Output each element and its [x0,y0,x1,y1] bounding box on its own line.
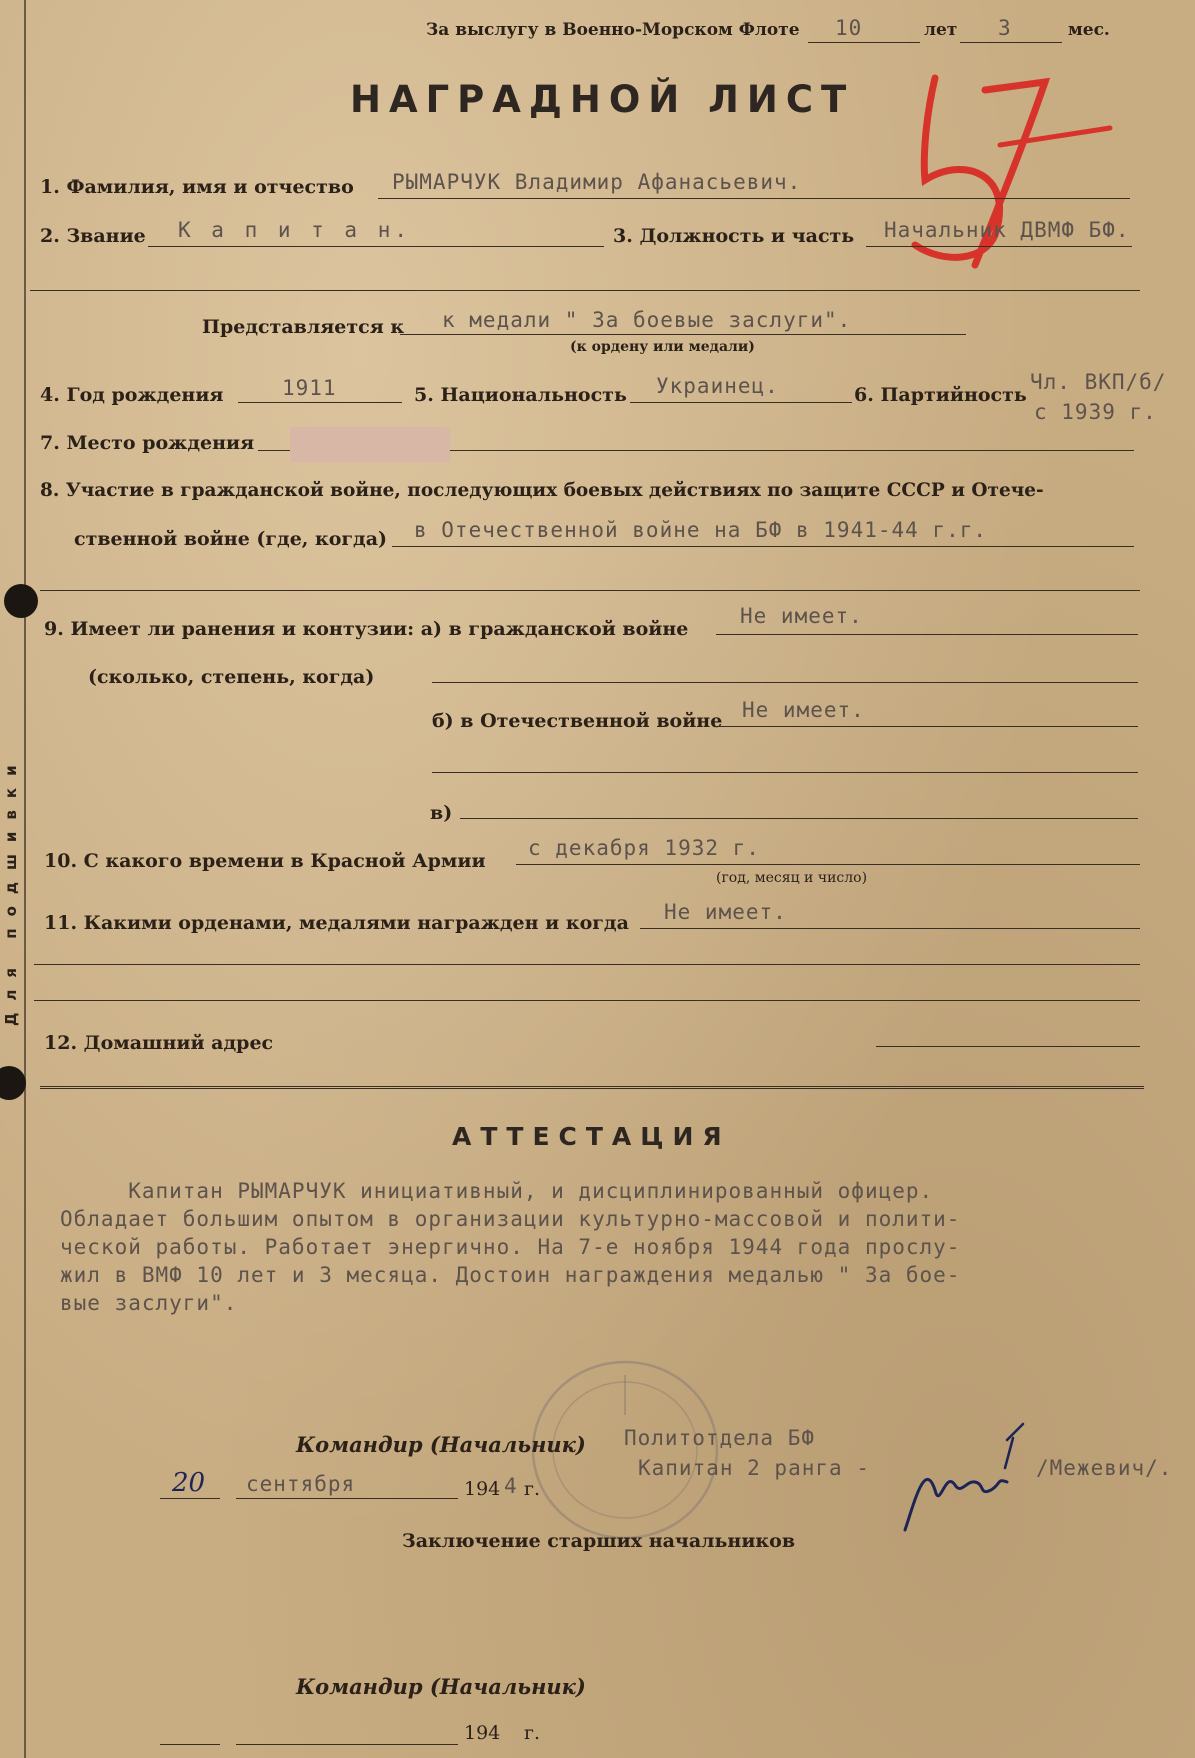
field-9b-extra-line [432,772,1138,773]
field-1-line [378,198,1130,199]
date-year-prefix: 194 [464,1478,501,1500]
service-years-value: 10 [835,16,863,40]
field-4-label: 4. Год рождения [40,384,224,406]
years-label: лет [924,20,958,40]
field-11-label: 11. Какими орденами, медалями награжден и когда [44,912,629,934]
field-10-note: (год, месяц и число) [716,870,868,886]
field-4-value: 1911 [282,376,337,400]
field-9-label: 9. Имеет ли ранения и контузии: а) в гражданской войне [44,618,689,640]
field-9-extra-line [432,682,1138,683]
field-4-line [238,402,402,403]
field-9a-value: Не имеет. [740,604,863,628]
field-3-line [866,246,1132,247]
punch-hole-top [4,584,38,618]
separator-line-3 [34,964,1140,965]
punch-hole-bottom [0,1066,26,1100]
separator-line-4 [34,1000,1140,1001]
date2-year-g: г. [524,1722,540,1744]
service-years-line [808,42,920,43]
date-day-line [160,1498,220,1499]
field-8-label-2: ственной войне (где, когда) [74,528,388,550]
commander-label: Командир (Начальник) [296,1432,586,1457]
date2-day-line [160,1744,220,1745]
field-6-label: 6. Партийность [854,384,1027,406]
field-6-value-1: Чл. ВКП/б/ [1030,370,1167,394]
date-month-line [236,1498,458,1499]
separator-line-1 [30,290,1140,291]
service-months-value: 3 [998,16,1012,40]
field-5-label: 5. Национальность [414,384,627,406]
field-9b-line [714,726,1138,727]
field-12-label: 12. Домашний адрес [44,1032,274,1054]
date2-month-line [236,1744,458,1745]
field-7-label: 7. Место рождения [40,432,255,454]
redacted-birthplace [290,427,450,462]
date2-year-prefix: 194 [464,1722,501,1744]
date-day: 20 [172,1468,206,1498]
field-10-label: 10. С какого времени в Красной Армии [44,850,486,872]
field-8-value: в Отечественной войне на БФ в 1941-44 г.г. [414,518,988,542]
document-title: НАГРАДНОЙ ЛИСТ [350,78,855,121]
service-label: За выслугу в Военно-Морском Флоте [426,20,800,40]
binding-note: Для подшивки [2,753,20,1027]
separator-line-2 [40,590,1140,591]
binding-margin-line [24,0,26,1758]
section-divider [40,1086,1144,1089]
handwritten-signature [895,1420,1035,1540]
attestation-title: АТТЕСТАЦИЯ [452,1122,731,1151]
field-2-line [148,246,604,247]
months-label: мес. [1068,20,1110,40]
signatory-position-1: Политотдела БФ [624,1426,816,1450]
date-year-g: г. [524,1478,540,1500]
conclusion-label: Заключение старших начальников [402,1530,796,1552]
field-8-line [392,546,1134,547]
field-9-sublabel: (сколько, степень, когда) [88,666,375,688]
present-line [400,334,966,335]
field-10-line [516,864,1140,865]
commander-label-2: Командир (Начальник) [296,1674,586,1699]
field-9b-label: б) в Отечественной войне [432,710,723,732]
field-1-value: РЫМАРЧУК Владимир Афанасьевич. [392,170,802,194]
present-value: к медали " За боевые заслуги". [442,308,852,332]
signatory-position-2: Капитан 2 ранга - [638,1456,870,1480]
date-month: сентября [246,1472,356,1496]
field-9c-label: в) [430,802,453,824]
present-label: Представляется к [202,316,405,338]
signatory-name: /Межевич/. [1036,1456,1173,1480]
field-2-label: 2. Звание [40,225,146,247]
service-months-line [960,42,1062,43]
field-8-label-1: 8. Участие в гражданской войне, последующих боевых действиях по защите СССР и Отече- [40,480,1044,501]
field-2-value: К а п и т а н. [178,218,412,242]
field-6-value-2: с 1939 г. [1034,400,1157,424]
field-5-value: Украинец. [656,374,779,398]
field-12-line [876,1046,1140,1047]
field-9b-value: Не имеет. [742,698,865,722]
date-year-suffix: 4 [504,1474,518,1498]
field-9a-line [716,634,1138,635]
field-3-value: Начальник ДВМФ БФ. [884,218,1130,242]
field-11-value: Не имеет. [664,900,787,924]
attestation-text: Капитан РЫМАРЧУК инициативный, и дисциплинированный офицер. Обладает большим опытом в организации культурно-массовой и полити- ческой работы. Работает энергично. На 7-е ноября 1944 года прослу- жил в ВМФ 10 лет и 3 месяца. Достоин награждения медалью " За бое- вые заслуги". [60,1179,961,1315]
present-note: (к ордену или медали) [570,339,755,355]
field-1-label: 1. Фамилия, имя и отчество [40,176,354,198]
field-3-label: 3. Должность и часть [613,225,855,247]
field-9c-line [460,818,1138,819]
field-5-line [630,402,852,403]
field-11-line [640,928,1140,929]
field-10-value: с декабря 1932 г. [528,836,760,860]
